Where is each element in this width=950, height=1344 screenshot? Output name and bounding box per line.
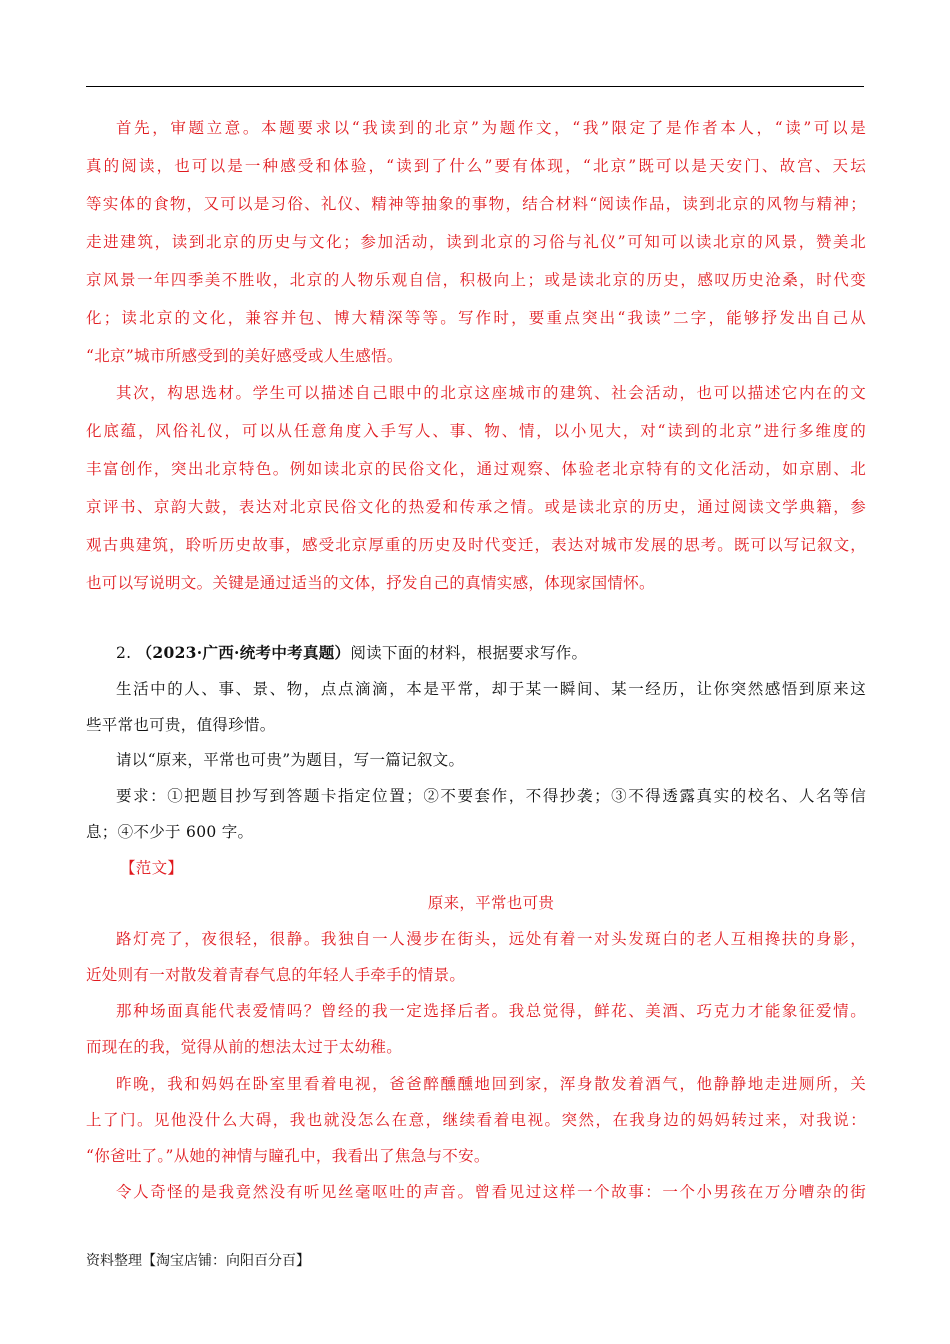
essay-label: 【范文】 <box>120 859 184 877</box>
analysis-p1-line-2: 真的阅读，也可以是一种感受和体验，“读到了什么”要有体现，“北京”既可以是天安门、故宫、天坛 <box>86 157 866 175</box>
footer-note: 资料整理【淘宝店铺：向阳百分百】 <box>86 1253 310 1269</box>
analysis-p2-line-4: 京评书、京韵大鼓，表达对北京民俗文化的热爱和传承之情。或是读北京的历史，通过阅读文学典籍，参 <box>86 498 866 516</box>
essay-title: 原来，平常也可贵 <box>427 894 555 912</box>
header-rule <box>86 86 864 87</box>
essay-p1-line-2: 近处则有一对散发着青春气息的年轻人手牵手的情景。 <box>86 966 466 984</box>
analysis-p2-line-5: 观古典建筑，聆听历史故事，感受北京厚重的历史及时代变迁，表达对城市发展的思考。既可以写记叙文， <box>86 536 866 554</box>
question-header <box>116 643 866 663</box>
essay-p3-line-2: 上了门。见他没什么大碍，我也就没怎么在意，继续看着电视。突然，在我身边的妈妈转过来，对我说： <box>86 1111 866 1129</box>
question-requirements-line-2: 息；④不少于 600 字。 <box>86 823 254 841</box>
question-requirements-line-1: 要求：①把题目抄写到答题卡指定位置；②不要套作，不得抄袭；③不得透露真实的校名、人名等信 <box>116 787 866 805</box>
essay-p1-line-1: 路灯亮了，夜很轻，很静。我独自一人漫步在街头，远处有着一对头发斑白的老人互相搀扶的身影， <box>116 930 866 948</box>
question-number: 2. <box>116 644 132 662</box>
analysis-p1-line-4: 走进建筑，读到北京的历史与文化；参加活动，读到北京的习俗与礼仪”可知可以读北京的风景，赞美北 <box>86 233 866 251</box>
analysis-p1-line-6: 化；读北京的文化，兼容并包、博大精深等等。写作时，要重点突出“我读”二字，能够抒发出自己从 <box>86 309 866 327</box>
analysis-p2-line-6: 也可以写说明文。关键是通过适当的文体，抒发自己的真情实感，体现家国情怀。 <box>86 574 655 592</box>
essay-p2-line-1: 那种场面真能代表爱情吗？曾经的我一定选择后者。我总觉得，鲜花、美酒、巧克力才能象征爱情。 <box>116 1002 866 1020</box>
essay-p3-line-3: “你爸吐了。”从她的神情与瞳孔中，我看出了焦急与不安。 <box>86 1147 490 1165</box>
question-source: （2023·广西·统考中考真题） <box>136 643 351 662</box>
analysis-p2-line-1: 其次，构思选材。学生可以描述自己眼中的北京这座城市的建筑、社会活动，也可以描述它内在的文 <box>116 384 866 402</box>
essay-p2-line-2: 而现在的我，觉得从前的想法太过于太幼稚。 <box>86 1038 403 1056</box>
analysis-p2-line-3: 丰富创作，突出北京特色。例如读北京的民俗文化，通过观察、体验老北京特有的文化活动，如京剧、北 <box>86 460 866 478</box>
question-prompt: 阅读下面的材料，根据要求写作。 <box>350 644 588 662</box>
analysis-p1-line-5: 京风景一年四季美不胜收，北京的人物乐观自信，积极向上；或是读北京的历史，感叹历史沧桑，时代变 <box>86 271 866 289</box>
essay-p4-line-1: 令人奇怪的是我竟然没有听见丝毫呕吐的声音。曾看见过这样一个故事：一个小男孩在万分嘈杂的街 <box>116 1183 866 1201</box>
question-material-line-2: 些平常也可贵，值得珍惜。 <box>86 716 276 734</box>
analysis-p2-line-2: 化底蕴，风俗礼仪，可以从任意角度入手写人、事、物、情，以小见大，对“读到的北京”进行多维度的 <box>86 422 866 440</box>
analysis-p1-line-7: “北京”城市所感受到的美好感受或人生感悟。 <box>86 347 403 365</box>
question-material-line-1: 生活中的人、事、景、物，点点滴滴，本是平常，却于某一瞬间、某一经历，让你突然感悟到原来这 <box>116 680 866 698</box>
essay-p3-line-1: 昨晚，我和妈妈在卧室里看着电视，爸爸醉醺醺地回到家，浑身散发着酒气，他静静地走进厕所，关 <box>116 1075 866 1093</box>
question-instruction: 请以“原来，平常也可贵”为题目，写一篇记叙文。 <box>116 751 465 769</box>
analysis-p1-line-3: 等实体的食物，又可以是习俗、礼仪、精神等抽象的事物，结合材料“阅读作品，读到北京的风物与精神； <box>86 195 866 213</box>
analysis-p1-line-1: 首先，审题立意。本题要求以“我读到的北京”为题作文，“我”限定了是作者本人，“读”可以是 <box>116 119 866 137</box>
